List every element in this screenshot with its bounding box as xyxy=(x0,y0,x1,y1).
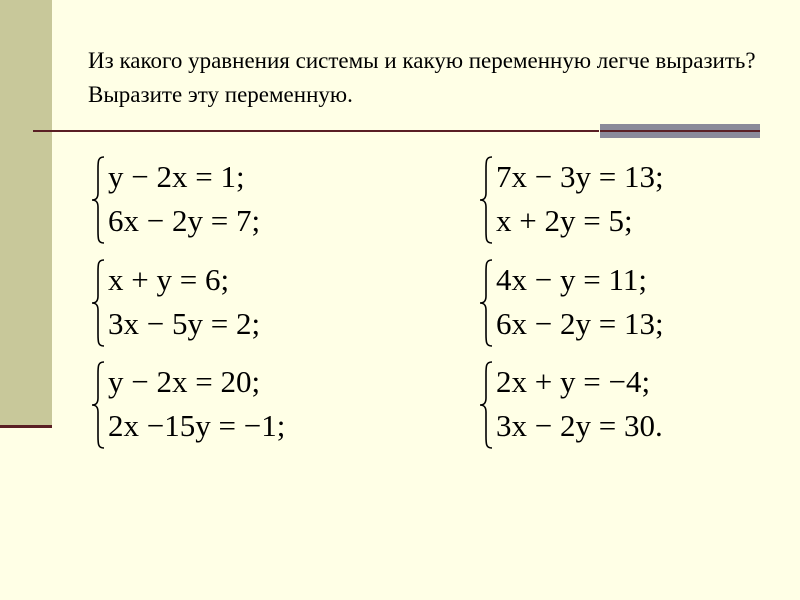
curly-brace-icon xyxy=(478,155,494,245)
decorative-side-line xyxy=(0,425,52,428)
curly-brace-icon xyxy=(478,258,494,348)
curly-brace-icon xyxy=(90,155,106,245)
decorative-side-bar xyxy=(0,0,52,425)
equation-system-3 xyxy=(90,258,290,348)
equation-line-1: x + y = 6; xyxy=(108,262,230,297)
equation-line-1: 2x + y = −4; xyxy=(496,364,651,399)
equation-system-2 xyxy=(478,155,678,245)
equation-line-2: 3x − 2y = 30. xyxy=(496,408,663,443)
slide-title: Из какого уравнения системы и какую переменную легче выразить? Выразите эту переменную. xyxy=(88,48,756,107)
equation-line-1: y − 2x = 20; xyxy=(108,364,261,399)
title-divider xyxy=(33,130,599,132)
equation-line-2: 2x −15y = −1; xyxy=(108,408,286,443)
equation-line-2: 3x − 5y = 2; xyxy=(108,306,261,341)
equation-line-1: y − 2x = 1; xyxy=(108,159,245,194)
equation-system-4 xyxy=(478,258,678,348)
equation-line-2: x + 2y = 5; xyxy=(496,203,633,238)
curly-brace-icon xyxy=(478,360,494,450)
curly-brace-icon xyxy=(90,258,106,348)
equation-system-1 xyxy=(90,155,290,245)
equation-line-2: 6x − 2y = 7; xyxy=(108,203,261,238)
equation-line-1: 7x − 3y = 13; xyxy=(496,159,664,194)
equation-system-5 xyxy=(90,360,310,450)
divider-accent-line xyxy=(600,130,760,132)
curly-brace-icon xyxy=(90,360,106,450)
equation-line-1: 4x − y = 11; xyxy=(496,262,647,297)
equation-line-2: 6x − 2y = 13; xyxy=(496,306,664,341)
equation-system-6 xyxy=(478,360,678,450)
